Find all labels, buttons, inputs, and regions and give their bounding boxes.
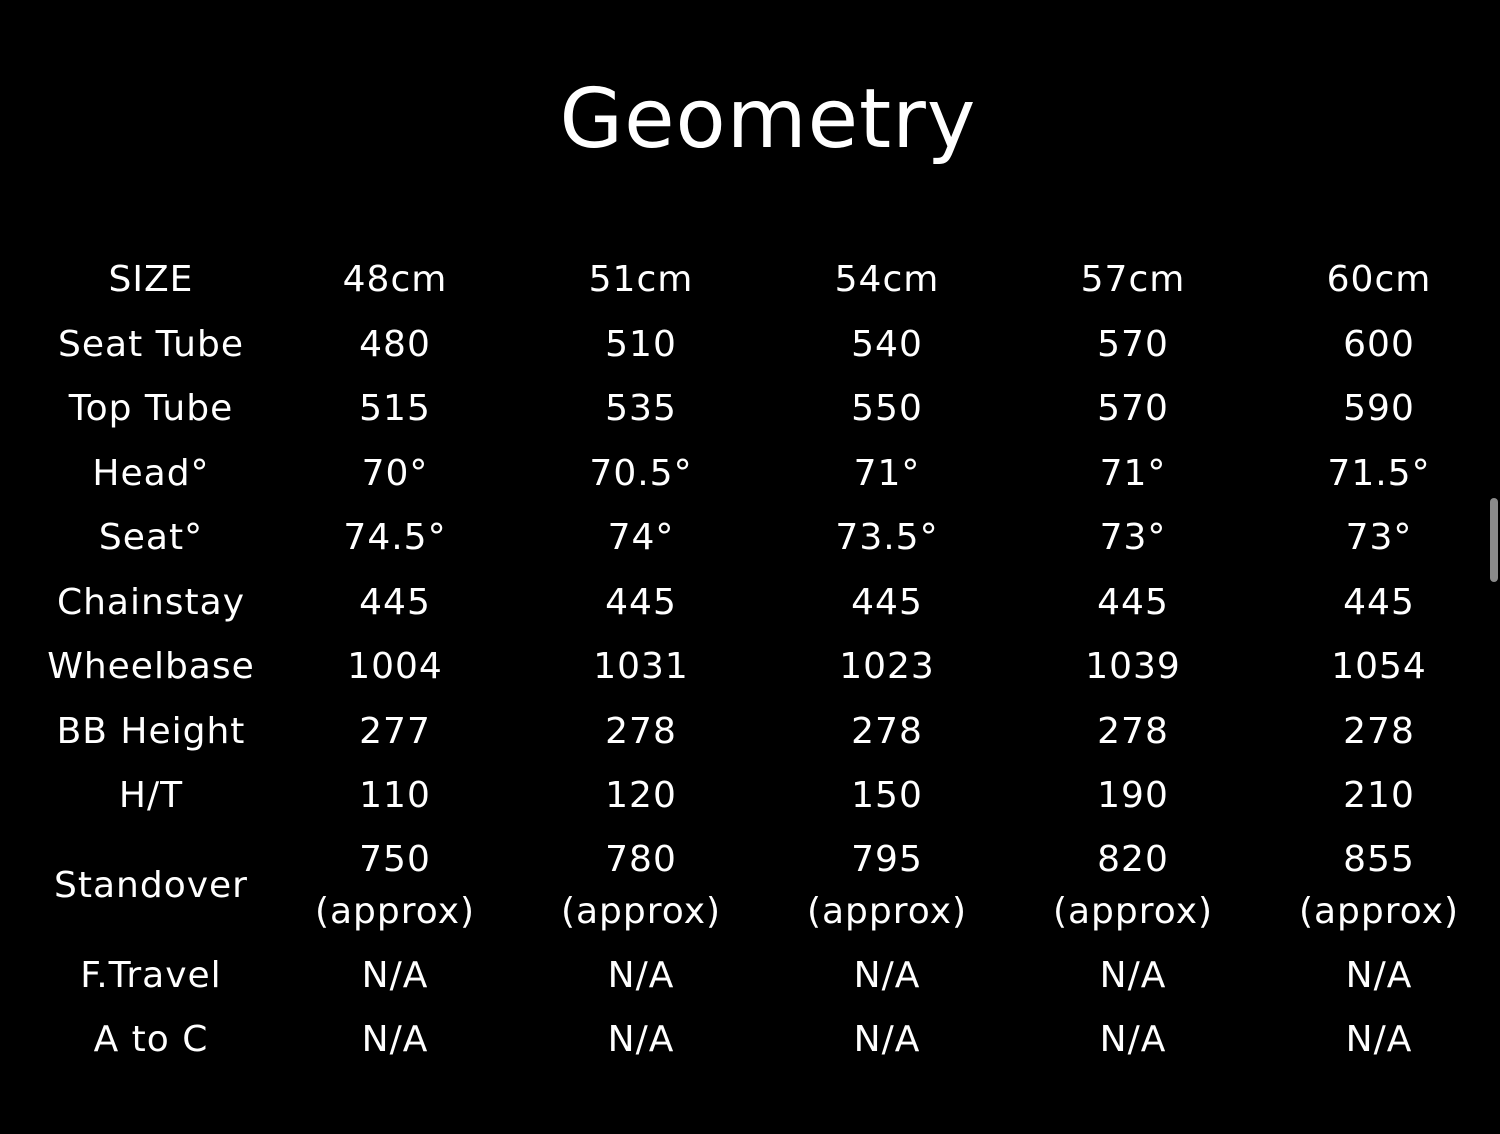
value-cell: 190 — [1097, 775, 1169, 817]
size-header-row — [30, 248, 1500, 313]
value-cell: 550 — [851, 388, 923, 430]
value-cell: N/A — [607, 1019, 675, 1061]
value-cell: 1031 — [593, 646, 689, 688]
page-title: Geometry — [559, 72, 977, 167]
value-cell: 110 — [359, 775, 431, 817]
value-cell: 73.5° — [835, 517, 939, 559]
row-label: H/T — [118, 775, 184, 817]
row-label: Wheelbase — [47, 646, 255, 688]
value-cell: 480 — [359, 323, 431, 365]
table-row — [30, 442, 1500, 507]
value-cell: 73° — [1099, 517, 1167, 559]
value-cell: N/A — [361, 954, 429, 996]
value-note: (approx) — [314, 891, 476, 932]
row-label: Seat Tube — [58, 323, 244, 365]
value-cell: 70° — [361, 452, 429, 494]
value-text: 780 — [605, 839, 677, 880]
table-row — [30, 700, 1500, 765]
size-header-cell: 51cm — [588, 259, 694, 301]
value-cell: 445 — [851, 581, 923, 623]
value-cell — [1010, 829, 1256, 944]
geometry-table — [30, 248, 1500, 1073]
value-cell: 445 — [605, 581, 677, 623]
value-cell: 445 — [1097, 581, 1169, 623]
row-label: A to C — [93, 1019, 209, 1061]
value-cell: 515 — [359, 388, 431, 430]
table-row — [30, 1008, 1500, 1073]
row-label: F.Travel — [80, 954, 222, 996]
size-header-cell: 60cm — [1326, 259, 1432, 301]
value-cell: 510 — [605, 323, 677, 365]
table-row — [30, 764, 1500, 829]
value-cell: 445 — [359, 581, 431, 623]
value-cell — [764, 829, 1010, 944]
value-cell: N/A — [853, 954, 921, 996]
value-cell: 278 — [605, 710, 677, 752]
table-row — [30, 944, 1500, 1009]
value-cell: 278 — [1343, 710, 1415, 752]
value-cell: 70.5° — [589, 452, 693, 494]
value-cell: 1004 — [347, 646, 443, 688]
value-cell: 74.5° — [343, 517, 447, 559]
value-cell — [1256, 829, 1500, 944]
value-cell: 1054 — [1331, 646, 1427, 688]
value-text: 820 — [1097, 839, 1169, 880]
table-row — [30, 571, 1500, 636]
table-row — [30, 635, 1500, 700]
row-label: BB Height — [56, 710, 246, 752]
value-cell: 71° — [853, 452, 921, 494]
value-text: 795 — [851, 839, 923, 880]
value-cell: N/A — [1345, 1019, 1413, 1061]
scrollbar-thumb[interactable] — [1490, 498, 1498, 582]
value-cell: 590 — [1343, 388, 1415, 430]
value-cell: N/A — [1099, 1019, 1167, 1061]
value-cell: 71.5° — [1327, 452, 1431, 494]
value-cell: 445 — [1343, 581, 1415, 623]
value-cell: 540 — [851, 323, 923, 365]
value-cell: N/A — [361, 1019, 429, 1061]
value-cell: 600 — [1343, 323, 1415, 365]
value-cell: N/A — [1099, 954, 1167, 996]
value-cell: 150 — [851, 775, 923, 817]
row-label: Head° — [92, 452, 210, 494]
value-cell: N/A — [853, 1019, 921, 1061]
value-cell — [518, 829, 764, 944]
size-header-cell: 48cm — [342, 259, 448, 301]
value-cell: 210 — [1343, 775, 1415, 817]
table-row — [30, 313, 1500, 378]
value-cell: 535 — [605, 388, 677, 430]
table-row — [30, 506, 1500, 571]
table-row — [30, 829, 1500, 944]
geometry-table-body — [30, 248, 1500, 1073]
value-cell: N/A — [607, 954, 675, 996]
value-note: (approx) — [1298, 891, 1460, 932]
size-header-label: SIZE — [108, 259, 194, 301]
value-cell: N/A — [1345, 954, 1413, 996]
value-cell: 570 — [1097, 323, 1169, 365]
value-cell: 570 — [1097, 388, 1169, 430]
value-text: 855 — [1343, 839, 1415, 880]
table-row — [30, 377, 1500, 442]
row-label: Standover — [54, 865, 248, 906]
value-note: (approx) — [560, 891, 722, 932]
value-cell: 71° — [1099, 452, 1167, 494]
value-cell — [272, 829, 518, 944]
value-cell: 74° — [607, 517, 675, 559]
size-header-cell: 54cm — [834, 259, 940, 301]
value-cell: 278 — [851, 710, 923, 752]
value-cell: 1039 — [1085, 646, 1181, 688]
value-cell: 278 — [1097, 710, 1169, 752]
size-header-cell: 57cm — [1080, 259, 1186, 301]
value-cell: 277 — [359, 710, 431, 752]
value-text: 750 — [359, 839, 431, 880]
row-label: Top Tube — [68, 388, 234, 430]
value-cell: 73° — [1345, 517, 1413, 559]
value-note: (approx) — [1052, 891, 1214, 932]
row-label: Chainstay — [56, 581, 246, 623]
value-note: (approx) — [806, 891, 968, 932]
value-cell: 120 — [605, 775, 677, 817]
value-cell: 1023 — [839, 646, 935, 688]
row-label: Seat° — [98, 517, 204, 559]
